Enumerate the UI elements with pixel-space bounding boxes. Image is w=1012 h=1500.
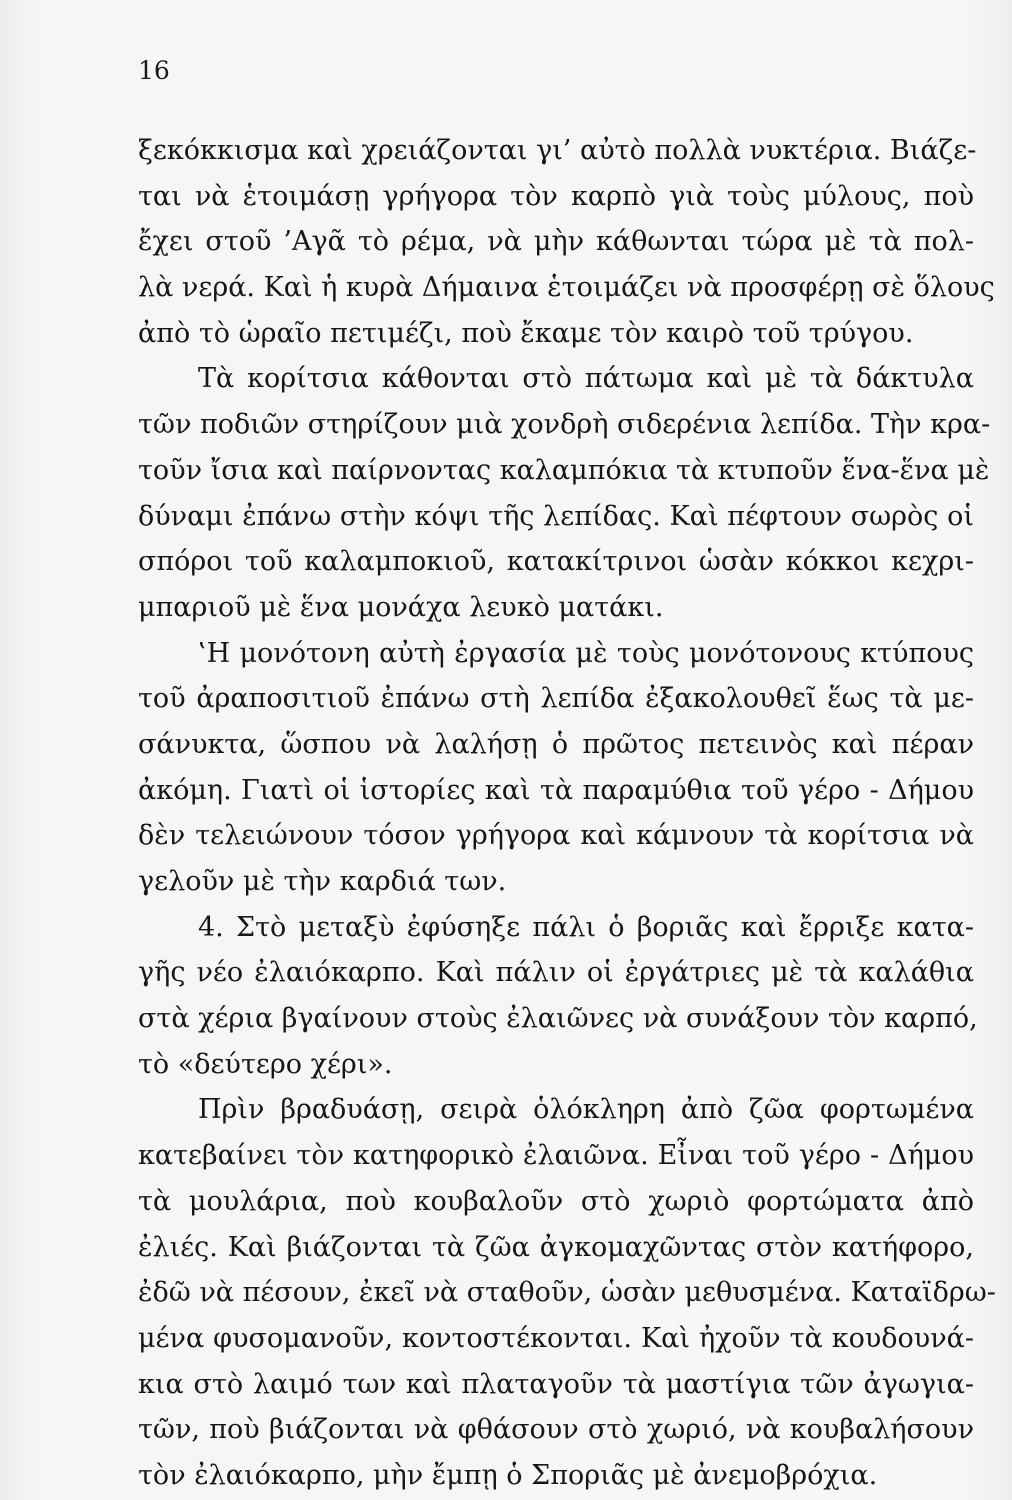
text-line: Πρὶν βραδυάσῃ, σειρὰ ὁλόκληρη ἀπὸ ζῶα φορτωμένα [198,1094,974,1126]
text-line: ‛Η μονότονη αὐτὴ ἐργασία μὲ τοὺς μονότονους κτύπους [198,637,974,669]
text-line: κατεβαίνει τὸν κατηφορικὸ ἐλαιῶνα. Εἶναι τοῦ γέρο - Δήμου [138,1140,974,1172]
text-line: τὸ «δεύτερο χέρι». [138,1048,393,1080]
text-line: ἀκόμη. Γιατὶ οἱ ἱστορίες καὶ τὰ παραμύθια τοῦ γέρο - Δήμου [138,774,974,806]
text-line: τοῦ ἀραποσιτιοῦ ἐπάνω στὴ λεπίδα ἐξακολουθεῖ ἕως τὰ με- [138,683,974,715]
paragraph [138,1087,996,1498]
text-line: σπόροι τοῦ καλαμποκιοῦ, κατακίτρινοι ὡσὰν κόκκοι κεχρι- [138,546,974,578]
text-line: τοῦν ἴσια καὶ παίρνοντας καλαμπόκια τὰ κτυποῦν ἕνα-ἕνα μὲ [138,454,990,486]
text-line: δύναμι ἐπάνω στὴν κόψι τῆς λεπίδας. Καὶ πέφτουν σωρὸς οἱ [138,500,974,532]
text-line: ἀπὸ τὸ ὡραῖο πετιμέζι, ποὺ ἔκαμε τὸν καιρὸ τοῦ τρύγου. [138,317,914,349]
text-line: δὲν τελειώνουν τόσον γρήγορα καὶ κάμνουν τὰ κορίτσια νὰ [138,820,974,852]
text-line: μπαριοῦ μὲ ἕνα μονάχα λευκὸ ματάκι. [138,591,664,623]
text-line: λὰ νερά. Καὶ ἡ κυρὰ Δήμαινα ἑτοιμάζει νὰ προσφέρῃ σὲ ὅλους [138,272,995,304]
text-line: τῶν, ποὺ βιάζονται νὰ φθάσουν στὸ χωριό, νὰ κουβαλήσουν [138,1414,974,1446]
paragraph [138,356,991,630]
text-line: γελοῦν μὲ τὴν καρδιά των. [138,866,507,897]
text-line: ξεκόκκισμα καὶ χρειάζονται γι’ αὐτὸ πολλὰ νυκτέρια. Βιάζε- [138,135,977,166]
text-line: σάνυκτα, ὥσπου νὰ λαλήσῃ ὁ πρῶτος πετεινὸς καὶ πέραν [138,728,974,760]
text-line: γῆς νέο ἐλαιόκαρπο. Καὶ πάλιν οἱ ἐργάτριες μὲ τὰ καλάθια [138,957,974,989]
text-line: τὰ μουλάρια, ποὺ κουβαλοῦν στὸ χωριὸ φορτώματα ἀπὸ [138,1185,974,1217]
text-line: μένα φυσομανοῦν, κοντοστέκονται. Καὶ ἠχοῦν τὰ κουδουνά- [138,1322,974,1354]
body-text [138,128,996,1499]
text-line: 4. Στὸ μεταξὺ ἐφύσηξε πάλι ὁ βοριᾶς καὶ ἔρριξε κατα- [198,911,974,943]
text-line: ἐδῶ νὰ πέσουν, ἐκεῖ νὰ σταθοῦν, ὡσὰν μεθυσμένα. Καταϊδρω- [138,1277,996,1309]
text-line: ἔχει στοῦ ’Αγᾶ τὸ ρέμα, νὰ μὴν κάθωνται τώρα μὲ τὰ πολ- [138,226,974,258]
text-line: τὸν ἐλαιόκαρπο, μὴν ἔμπῃ ὁ Σποριᾶς μὲ ἀνεμοβρόχια. [138,1459,878,1491]
paragraph [138,631,974,905]
text-line: ἐλιές. Καὶ βιάζονται τὰ ζῶα ἀγκομαχῶντας στὸν κατήφορο, [138,1231,974,1263]
text-line: Τὰ κορίτσια κάθονται στὸ πάτωμα καὶ μὲ τὰ δάκτυλα [198,363,974,395]
text-line: κια στὸ λαιμό των καὶ πλαταγοῦν τὰ μαστίγια τῶν ἀγωγια- [138,1368,974,1400]
text-line: στὰ χέρια βγαίνουν στοὺς ἐλαιῶνες νὰ συνάξουν τὸν καρπό, [138,1003,978,1035]
text-line: τῶν ποδιῶν στηρίζουν μιὰ χονδρὴ σιδερένια λεπίδα. Τὴν κρα- [138,409,991,441]
paragraph [138,905,978,1088]
page-number: 16 [138,56,170,85]
text-line: ται νὰ ἑτοιμάσῃ γρήγορα τὸν καρπὸ γιὰ τοὺς μύλους, ποὺ [138,180,974,212]
paragraph [138,128,995,356]
